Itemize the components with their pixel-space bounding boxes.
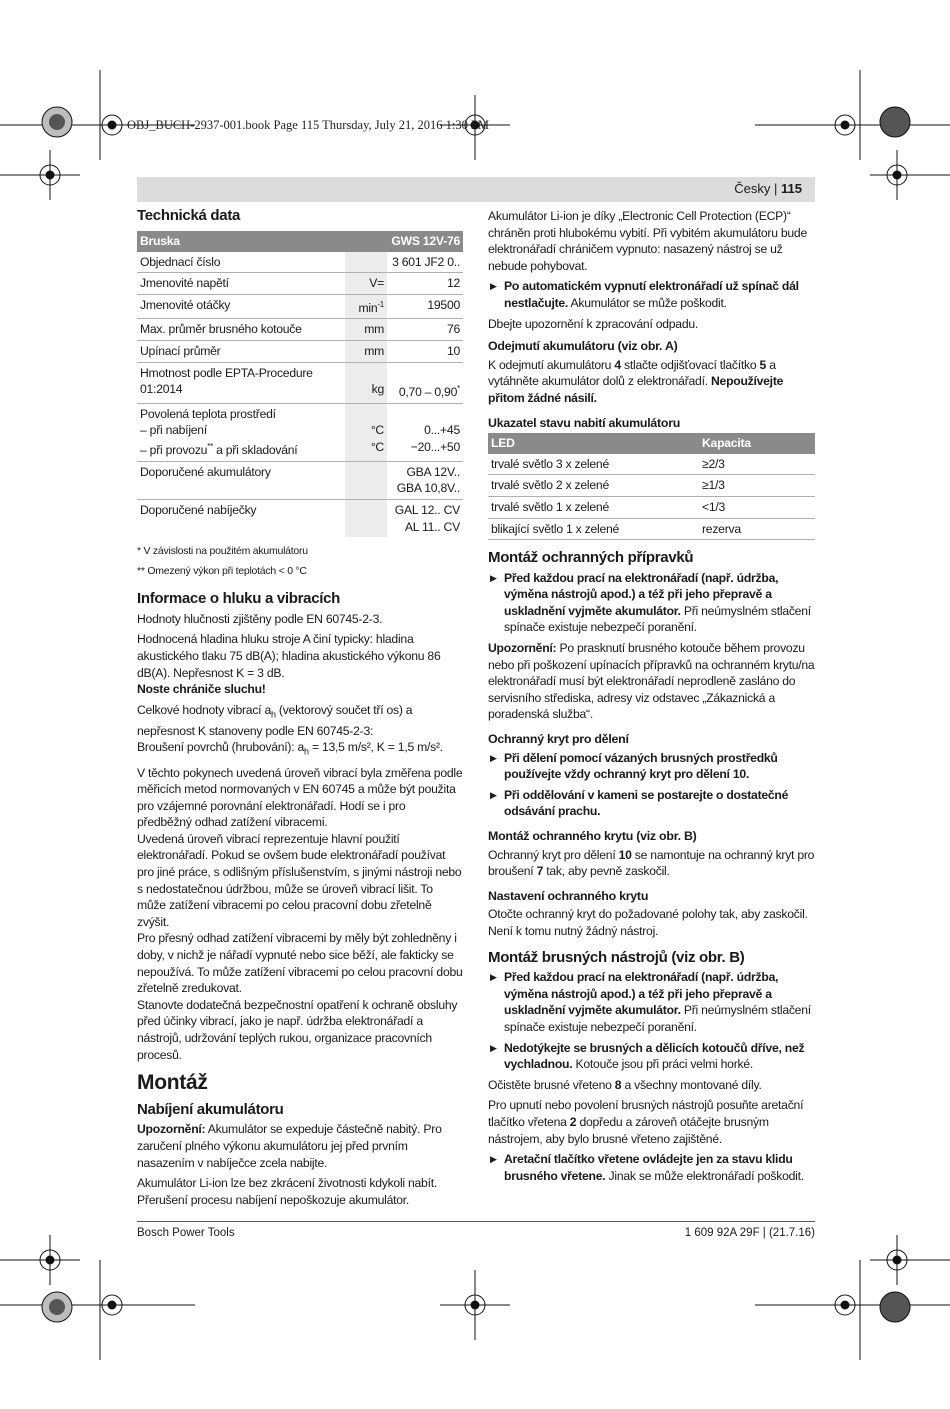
led-head-capacity: Kapacita bbox=[699, 433, 815, 454]
led-cell: trvalé světlo 1 x zelené bbox=[488, 496, 699, 518]
bullet-bold: Aretační tlačítko vřetene ovládejte jen za stavu klidu brusného vřetene. bbox=[504, 1152, 793, 1183]
bullet-text: Při neúmyslném stlačení spínače existuje nebezpečí poranění. bbox=[504, 1003, 811, 1034]
unit-sup: -1 bbox=[377, 299, 384, 309]
row-value bbox=[387, 362, 463, 403]
weight-line1: Hmotnost podle EPTA-Procedure bbox=[140, 365, 313, 380]
weight-footnote-mark: * bbox=[457, 384, 460, 394]
noise-p8: Pro přesný odhad zatížení vibracemi by měly být zohledněny i doby, v nichž je nářadí vypnuté nebo sice běží, ale fakticky se nepoužívá. To může zatížení vibracemi po celou pracovní dobu zřetelně zredukovat. bbox=[137, 931, 463, 996]
guard-adjust-title: Nastavení ochranného krytu bbox=[488, 888, 649, 903]
row-unit: mm bbox=[345, 319, 387, 341]
table-row bbox=[137, 252, 463, 273]
noise-p3: Noste chrániče sluchu! bbox=[137, 682, 266, 697]
cl-8: 8 bbox=[614, 1077, 622, 1092]
weight-value: 0,70 – 0,90 bbox=[398, 385, 458, 400]
temp-val1: 0...+45 bbox=[424, 423, 460, 438]
header-bar bbox=[137, 177, 815, 202]
noise-p4b: (vektorový součet tří os) a nepřesnost K stanoveny podle EN 60745-2-3: bbox=[137, 702, 413, 738]
bullet-cut-guard bbox=[488, 750, 815, 783]
tech-data-table bbox=[137, 231, 463, 538]
led-title: Ukazatel stavu nabití akumulátoru bbox=[488, 415, 681, 430]
accu-v1: GBA 12V.. bbox=[406, 464, 460, 479]
note-label: Upozornění: bbox=[488, 641, 557, 656]
table-row bbox=[137, 294, 463, 319]
rm-bold: Nepoužívejte přitom žádné násilí. bbox=[488, 374, 784, 405]
rm-5: 5 bbox=[759, 357, 767, 372]
bullet-text: Kotouče jsou při práci velmi horké. bbox=[572, 1057, 754, 1072]
row-unit bbox=[345, 362, 387, 403]
table-row-accu bbox=[137, 461, 463, 499]
page-number: 115 bbox=[781, 181, 802, 196]
charging-p1-text: Akumulátor se expeduje částečně nabitý. Pro zaručení plného výkonu akumulátoru jej před prvním nasazením v nabíječce zcela nabijte. bbox=[137, 1122, 442, 1170]
noise-p5 bbox=[137, 739, 463, 760]
charging-p1 bbox=[137, 1121, 463, 1171]
tech-data-title: Technická data bbox=[137, 207, 241, 224]
service-note bbox=[488, 640, 815, 723]
cap-cell: rezerva bbox=[699, 518, 815, 540]
noise-p4-sub: h bbox=[270, 709, 276, 720]
header-language: Česky bbox=[734, 181, 771, 196]
row-label: Doporučené nabíječky bbox=[140, 502, 257, 517]
table-row bbox=[137, 341, 463, 363]
right-column bbox=[488, 208, 815, 1188]
footnote-1: * V závislosti na použitém akumulátoru bbox=[137, 545, 308, 558]
row-value: 19500 bbox=[387, 294, 463, 319]
row-unit bbox=[345, 461, 387, 499]
tech-head-right: GWS 12V-76 bbox=[387, 231, 463, 252]
noise-p6: V těchto pokynech uvedená úroveň vibrací byla změřena podle měřicích metod normovaných v EN 60745 a může být použita pro vzájemné porovnání elektronářadí. Hodí se i pro předběžný odhad zatížení vibracemi. bbox=[137, 765, 463, 830]
bullet-bold: Při oddělování v kameni se postarejte o dostatečné odsávání prachu. bbox=[504, 787, 789, 819]
led-cell: trvalé světlo 3 x zelené bbox=[488, 454, 699, 475]
temp-unit1: °C bbox=[370, 423, 384, 438]
table-row bbox=[488, 454, 815, 475]
noise-title: Informace o hluku a vibracích bbox=[137, 590, 341, 608]
table-row bbox=[137, 273, 463, 295]
bullet-bold: Před každou prací na elektronářadí (např. údržba, výměna nástrojů apod.) a též při jeho přepravě a uskladnění vyjměte akumulátor. bbox=[504, 970, 779, 1018]
remove-battery-title: Odejmutí akumulátoru (viz obr. A) bbox=[488, 339, 678, 354]
note-text: Po prasknutí brusného kotouče během provozu nebo při poškození upínacích přípravků na ochranném krytu/na elektronářadí musí být elektronářadí neprodleně zasláno do servisního střediska, adresy viz odstavec „Zákaznická a poradenská služba“. bbox=[488, 641, 815, 722]
bullet-bold: Po automatickém vypnutí elektronářadí už spínač dál nestlačujte. bbox=[504, 279, 799, 310]
row-unit bbox=[345, 252, 387, 273]
row-value: 3 601 JF2 0.. bbox=[387, 252, 463, 273]
temp-line1: Povolená teplota prostředí bbox=[140, 406, 276, 421]
bullet-text: Při neúmyslném stlačení spínače existuje nebezpečí poranění. bbox=[504, 603, 811, 635]
row-label bbox=[137, 362, 345, 403]
row-unit bbox=[345, 499, 387, 537]
bullet-tools-remove-battery bbox=[488, 969, 815, 1035]
led-head-led: LED bbox=[488, 433, 699, 454]
mk-7: 7 bbox=[536, 864, 544, 879]
footer-rule bbox=[137, 1221, 815, 1222]
row-value bbox=[387, 499, 463, 537]
montaz-title: Montáž bbox=[137, 1071, 208, 1095]
left-column bbox=[137, 208, 463, 1212]
bullet-bold: Před každou prací na elektronářadí (např. údržba, výměna nástrojů apod.) a též při jeho přepravě a uskladnění vyjměte akumulátor. bbox=[504, 570, 779, 618]
page-header: Česky | 115 bbox=[734, 181, 802, 196]
noise-p5a: Broušení povrchů (hrubování): a bbox=[137, 740, 305, 755]
temp-line3b: a při skladování bbox=[212, 443, 298, 458]
cap-cell: ≥1/3 bbox=[699, 475, 815, 497]
noise-p5b: = 13,5 m/s², K = 1,5 m/s². bbox=[308, 740, 443, 755]
unit-text: min bbox=[358, 300, 378, 315]
table-row bbox=[488, 475, 815, 497]
row-label: Jmenovité otáčky bbox=[137, 294, 345, 319]
tools-title: Montáž brusných nástrojů (viz obr. B) bbox=[488, 948, 745, 966]
row-label: Jmenovité napětí bbox=[137, 273, 345, 295]
mk-b: se namontuje na ochranný kryt pro broušení bbox=[488, 847, 815, 879]
mk-10: 10 bbox=[618, 847, 632, 862]
table-row-charger bbox=[137, 499, 463, 537]
row-value: 76 bbox=[387, 319, 463, 341]
row-unit: V= bbox=[345, 273, 387, 295]
row-unit bbox=[345, 403, 387, 461]
mk-a: Ochranný kryt pro dělení bbox=[488, 847, 619, 862]
noise-p2: Hodnocená hladina hluku stroje A činí typicky: hladina akustického tlaku 75 dB(A); hladina akustického výkonu 86 dB(A). Nepřesnost K = 3 dB. bbox=[137, 632, 441, 680]
lk-2: 2 bbox=[569, 1114, 577, 1129]
charger-v1: GAL 12.. CV bbox=[394, 502, 460, 517]
noise-p4a: Celkové hodnoty vibrací a bbox=[137, 702, 271, 717]
temp-footnote-mark: ** bbox=[207, 442, 213, 452]
footer-brand: Bosch Power Tools bbox=[137, 1227, 235, 1239]
noise-p5-sub: h bbox=[304, 746, 309, 757]
guard-mount-text bbox=[488, 847, 815, 880]
bullet-hot-discs bbox=[488, 1040, 815, 1073]
led-cell: trvalé světlo 2 x zelené bbox=[488, 475, 699, 497]
accu-v2: GBA 10,8V.. bbox=[396, 481, 460, 496]
bullet-auto-off bbox=[488, 278, 815, 311]
ecp-paragraph: Akumulátor Li-ion je díky „Electronic Cell Protection (ECP)“ chráněn proti hlubokému vybití. Při vybitém akumulátoru bude elektronářadí chráničem vypnuto: nasazený nástroj se už nebude pohybovat. bbox=[488, 209, 807, 273]
row-value: 12 bbox=[387, 273, 463, 295]
mk-c: tak, aby pevně zaskočil. bbox=[543, 864, 670, 879]
row-label: Upínací průměr bbox=[137, 341, 345, 363]
temp-unit2: °C bbox=[370, 440, 384, 455]
guard-adjust-text: Otočte ochranný kryt do požadované polohy tak, aby zaskočil. Není k tomu nutný žádný nástroj. bbox=[488, 907, 808, 938]
rm-4: 4 bbox=[614, 357, 621, 372]
rm-c: a vytáhněte akumulátor dolů z elektronářadí. bbox=[488, 357, 776, 389]
table-row-weight bbox=[137, 362, 463, 403]
bullet-remove-battery bbox=[488, 570, 815, 636]
temp-line2: – při nabíjení bbox=[140, 423, 207, 438]
guard-mount-title: Montáž ochranného krytu (viz obr. B) bbox=[488, 829, 697, 843]
row-label: Objednací číslo bbox=[137, 252, 345, 273]
tech-head-left: Bruska bbox=[137, 231, 387, 252]
spindle-lock-text bbox=[488, 1097, 815, 1147]
table-row bbox=[137, 319, 463, 341]
protection-title: Montáž ochranných přípravků bbox=[488, 549, 694, 567]
weight-unit: kg bbox=[371, 382, 384, 397]
bullet-bold: Při dělení pomocí vázaných brusných prostředků používejte vždy ochranný kryt pro dělení 10. bbox=[504, 750, 778, 782]
row-value: 10 bbox=[387, 341, 463, 363]
noise-p4 bbox=[137, 702, 463, 740]
noise-p7: Uvedená úroveň vibrací reprezentuje hlavní použití elektronářadí. Pokud se ovšem bude elektronářadí používat pro jiné práce, s odlišným příslušenstvím, s jinými nástroji nebo s nedostatečnou údržbou, může se úroveň vibrací lišit. To může zatížení vibracemi po celou pracovní dobu zřetelně zvýšit. bbox=[137, 831, 462, 929]
footnote-2: ** Omezený výkon při teplotách < 0 °C bbox=[137, 564, 307, 577]
charging-title: Nabíjení akumulátoru bbox=[137, 1100, 284, 1118]
footer-docnumber: 1 609 92A 29F | (21.7.16) bbox=[684, 1227, 815, 1239]
noise-p9: Stanovte dodatečná bezpečnostní opatření k ochraně obsluhy před účinky vibrací, jako je např. údržba elektronářadí a nástrojů, udržování teplých rukou, organizace pracovních procesů. bbox=[137, 997, 458, 1062]
table-row-temperature bbox=[137, 403, 463, 461]
charging-note-label: Upozornění: bbox=[137, 1122, 206, 1137]
row-unit: mm bbox=[345, 341, 387, 363]
row-unit bbox=[345, 294, 387, 319]
temp-val2: −20...+50 bbox=[410, 440, 460, 455]
row-label bbox=[137, 403, 345, 461]
table-row bbox=[488, 496, 815, 518]
bullet-spindle-lock bbox=[488, 1151, 815, 1184]
print-slug-line: OBJ_BUCH-2937-001.book Page 115 Thursday, July 21, 2016 1:30 PM bbox=[127, 118, 490, 132]
row-value bbox=[387, 461, 463, 499]
bullet-bold: Nedotýkejte se brusných a dělicích kotoučů dříve, než vychladnou. bbox=[504, 1040, 805, 1072]
noise-p1: Hodnoty hlučnosti zjištěny podle EN 60745-2-3. bbox=[137, 611, 383, 626]
row-value bbox=[387, 403, 463, 461]
remove-battery-text bbox=[488, 357, 815, 407]
temp-line3a: – při provozu bbox=[140, 443, 208, 458]
waste-note: Dbejte upozornění k zpracování odpadu. bbox=[488, 316, 699, 331]
row-label: Doporučené akumulátory bbox=[137, 461, 345, 499]
row-label: Max. průměr brusného kotouče bbox=[137, 319, 345, 341]
led-cell: blikající světlo 1 x zelené bbox=[488, 518, 699, 540]
lk-b: dopředu a zároveň otáčejte brusným nástrojem, aby bylo brusné vřeteno zajištěné. bbox=[488, 1114, 769, 1146]
weight-line2: 01:2014 bbox=[140, 382, 183, 397]
bullet-text: Jinak se může elektronářadí poškodit. bbox=[605, 1168, 804, 1183]
bullet-stone-dust bbox=[488, 787, 815, 820]
cl-b: a všechny montované díly. bbox=[621, 1077, 762, 1092]
cut-guard-title: Ochranný kryt pro dělení bbox=[488, 732, 629, 747]
bullet-text: Akumulátor se může poškodit. bbox=[568, 295, 727, 310]
table-row bbox=[488, 518, 815, 540]
cap-cell: <1/3 bbox=[699, 496, 815, 518]
cl-a: Očistěte brusné vřeteno bbox=[488, 1077, 615, 1092]
cap-cell: ≥2/3 bbox=[699, 454, 815, 475]
led-table bbox=[488, 433, 815, 540]
charger-v2: AL 11.. CV bbox=[404, 519, 460, 534]
charging-p2: Akumulátor Li-ion lze bez zkrácení životnosti kdykoli nabít. Přerušení procesu nabíjení nepoškozuje akumulátor. bbox=[137, 1176, 437, 1207]
clean-spindle-text bbox=[488, 1077, 815, 1094]
lk-a: Pro upnutí nebo povolení brusných nástrojů posuňte aretační tlačítko vřetena bbox=[488, 1098, 804, 1129]
rm-a: K odejmutí akumulátoru bbox=[488, 357, 615, 372]
rm-b: stlačte odjišťovací tlačítko bbox=[620, 357, 760, 372]
